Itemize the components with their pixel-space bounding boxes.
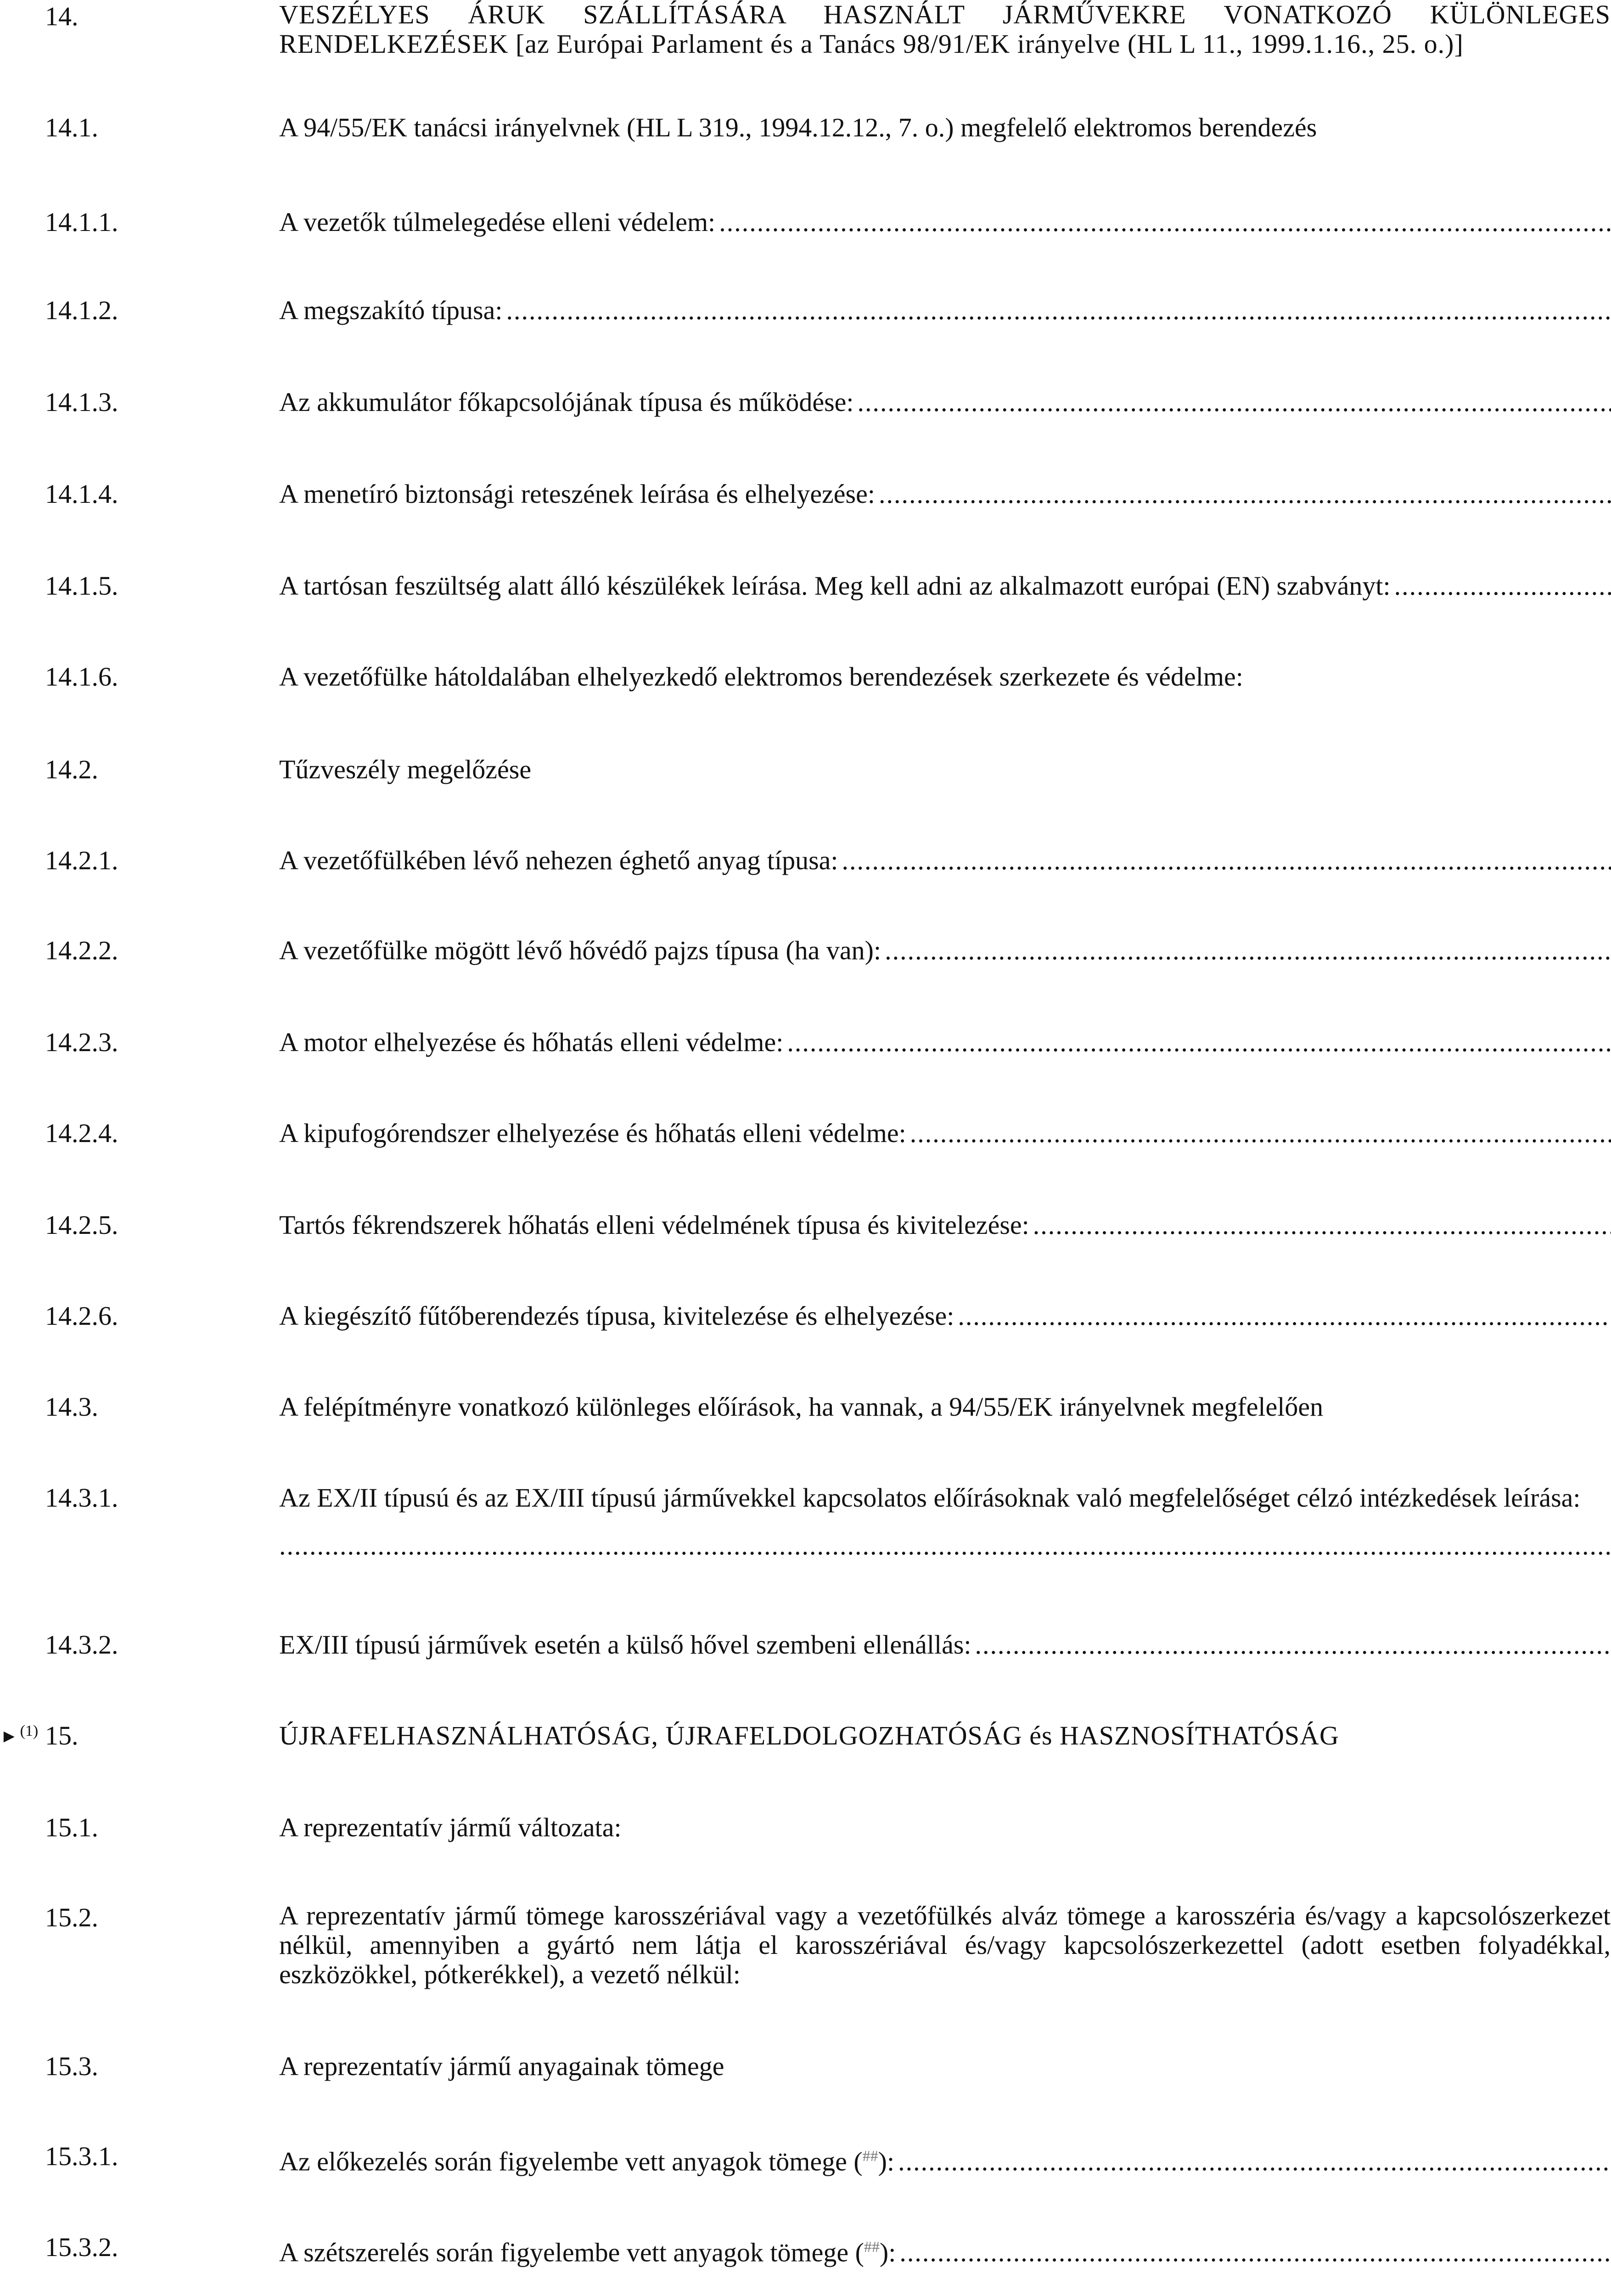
fill-in-dots (885, 934, 1611, 967)
item-text: A kipufogórendszer elhelyezése és hőhatás elleni védelme: (279, 1118, 906, 1148)
item-number: 14.1.1. (45, 207, 118, 237)
fill-in-dots (787, 1026, 1611, 1059)
item-text: A reprezentatív jármű változata: (279, 1812, 622, 1842)
item-text: A felépítményre vonatkozó különleges előírások, ha vannak, a 94/55/EK irányelvnek megfelelően (279, 1392, 1324, 1422)
item-number: 14.3.2. (45, 1630, 118, 1660)
footnote-ref: ## (862, 2148, 878, 2165)
item-text: A szétszerelés során figyelembe vett anyagok tömege (##): (279, 2237, 896, 2268)
item-number: 14.2.2. (45, 935, 118, 965)
item-text: EX/III típusú járművek esetén a külső hővel szembeni ellenállás: (279, 1630, 971, 1660)
section-title: ÚJRAFELHASZNÁLHATÓSÁG, ÚJRAFELDOLGOZHATÓSÁG és HASZNOSÍTHATÓSÁG (279, 1721, 1339, 1750)
item-text: A motor elhelyezése és hőhatás elleni védelme: (279, 1027, 784, 1057)
amendment-marker (0, 1719, 38, 1753)
item-number: 14.3. (45, 1392, 98, 1422)
section-number: 15. (45, 1721, 79, 1750)
fill-in-dots (899, 2236, 1611, 2269)
item-text: A vezetőfülke hátoldalában elhelyezkedő elektromos berendezések szerkezete és védelme: (279, 662, 1243, 692)
item-number: 14.2.4. (45, 1118, 118, 1148)
item-number: 14.1.3. (45, 387, 118, 417)
fill-in-dots (279, 1529, 1611, 1562)
fill-in-dots (1033, 1209, 1611, 1242)
fill-in-dots (898, 2145, 1611, 2178)
item-text: A 94/55/EK tanácsi irányelvnek (HL L 319., 1994.12.12., 7. o.) megfelelő elektromos berendezés (279, 113, 1317, 142)
item-text: A reprezentatív jármű tömege karosszériával vagy a vezetőfülkés alváz tömege a karosszéria és/vagy a kapcsolószerkezet nélkül, amennyiben a gyártó nem látja el karosszériával és/vagy kapcsolószerkezettel (adott esetben folyadékkal, eszközökkel, pótkerékkel), a vezető nélkül: (279, 1901, 1611, 1989)
fill-in-dots (506, 294, 1611, 327)
fill-in-dots (858, 386, 1611, 419)
item-number: 14.1.6. (45, 662, 118, 692)
footnote-ref: (1) (20, 1722, 39, 1739)
fill-in-dots (842, 844, 1611, 877)
item-number: 14.3.1. (45, 1483, 118, 1513)
item-text: Tartós fékrendszerek hőhatás elleni védelmének típusa és kivitelezése: (279, 1210, 1029, 1240)
fill-in-dots (719, 206, 1611, 239)
item-number: 15.1. (45, 1812, 98, 1842)
item-number: 14.2.1. (45, 845, 118, 875)
item-number: 14.1.5. (45, 571, 118, 601)
item-number: 14.1.2. (45, 295, 118, 325)
section-number: 14. (45, 1, 79, 31)
item-text: A kiegészítő fűtőberendezés típusa, kivitelezése és elhelyezése: (279, 1301, 954, 1331)
fill-in-dots (879, 478, 1611, 511)
item-text: Az akkumulátor főkapcsolójának típusa és működése: (279, 387, 854, 417)
fill-in-dots (958, 1300, 1611, 1333)
item-text: Az EX/II típusú és az EX/III típusú járművekkel kapcsolatos előírásoknak való megfelelőséget célzó intézkedések leírása: (279, 1483, 1581, 1513)
item-text: A vezetőfülkében lévő nehezen éghető anyag típusa: (279, 845, 838, 875)
fill-in-dots (910, 1117, 1611, 1150)
footnote-ref: ## (864, 2239, 880, 2256)
item-number: 14.1.4. (45, 479, 118, 509)
item-text: A megszakító típusa: (279, 295, 503, 325)
section-title: VESZÉLYES ÁRUK SZÁLLÍTÁSÁRA HASZNÁLT JÁRMŰVEKRE VONATKOZÓ KÜLÖNLEGES RENDELKEZÉSEK [az Európai Parlament és a Tanács 98/91/EK irányelve (HL L 11., 1999.1.16., 25. o.)] (279, 0, 1611, 59)
item-text: A menetíró biztonsági reteszének leírása és elhelyezése: (279, 479, 875, 509)
item-text: A tartósan feszültség alatt álló készülékek leírása. Meg kell adni az alkalmazott európai (EN) szabványt: (279, 571, 1391, 601)
triangle-right-icon: ► (0, 1726, 18, 1746)
item-text: A vezetőfülke mögött lévő hővédő pajzs típusa (ha van): (279, 935, 881, 965)
item-text: Tűzveszély megelőzése (279, 754, 532, 784)
item-text: Az előkezelés során figyelembe vett anyagok tömege (##): (279, 2146, 895, 2177)
item-number: 15.3. (45, 2051, 98, 2081)
item-number: 14.2. (45, 754, 98, 784)
item-number: 14.2.6. (45, 1301, 118, 1331)
item-text: A vezetők túlmelegedése elleni védelem: (279, 207, 716, 237)
item-number: 14.2.3. (45, 1027, 118, 1057)
item-number: 15.3.2. (45, 2232, 118, 2262)
item-number: 15.3.1. (45, 2141, 118, 2171)
fill-in-dots (1394, 569, 1611, 602)
item-number: 14.2.5. (45, 1210, 118, 1240)
item-text: A reprezentatív jármű anyagainak tömege (279, 2051, 724, 2081)
item-number: 14.1. (45, 113, 98, 142)
fill-in-dots (975, 1628, 1611, 1661)
item-number: 15.2. (45, 1902, 98, 1932)
